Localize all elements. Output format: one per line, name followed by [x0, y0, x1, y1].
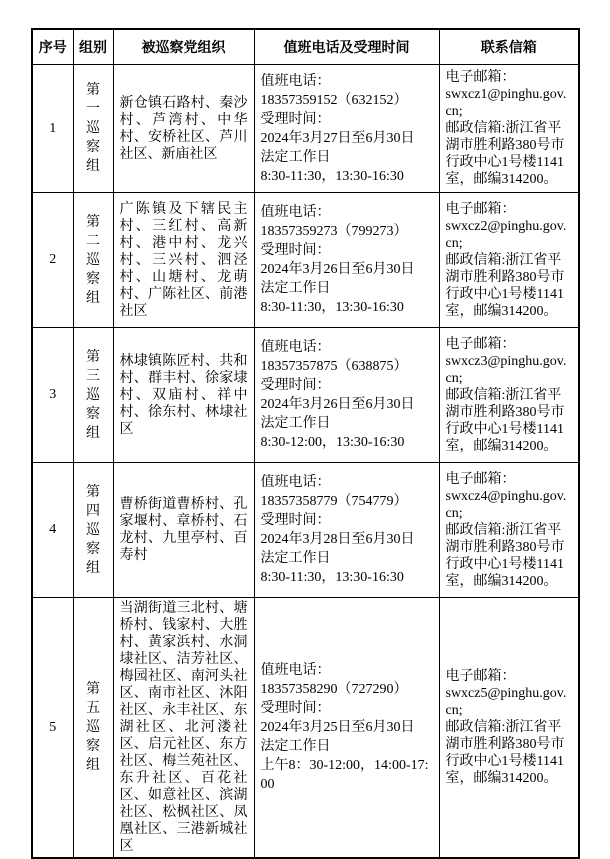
- organizations-cell: 广陈镇及下辖民主村、三红村、高新村、港中村、龙兴村、三兴村、泗泾村、山塘村、龙萌村、广陈社区、前港社区: [113, 193, 254, 328]
- postal-address: 邮政信箱:浙江省平湖市胜利路380号市行政中心1号楼1141室，邮编314200。: [445, 522, 565, 589]
- contact-cell: [439, 598, 579, 859]
- group-name: 第一巡察组: [73, 65, 113, 193]
- table-row: [32, 65, 579, 193]
- email-address: swxcz3@pinghu.gov.cn;: [445, 353, 567, 386]
- phone-schedule-cell: [254, 193, 439, 328]
- col-header-phone-time: 值班电话及受理时间: [254, 29, 439, 65]
- office-hours: 上午8：30-12:00，14:00-17:00: [260, 758, 429, 792]
- row-number: 5: [32, 598, 73, 859]
- email-label: 电子邮箱：: [445, 669, 516, 684]
- email-label: 电子邮箱：: [445, 70, 516, 85]
- row-number: 4: [32, 463, 73, 598]
- phone-number: 18357358779（754779）: [260, 494, 408, 509]
- time-label: 受理时间：: [260, 111, 331, 127]
- workday-note: 法定工作日: [260, 416, 331, 431]
- header-row: [32, 29, 579, 65]
- phone-number: 18357358290（727290）: [260, 682, 408, 697]
- table-row: [32, 328, 579, 463]
- office-hours: 8:30-11:30，13:30-16:30: [260, 570, 404, 585]
- email-address: swxcz2@pinghu.gov.cn;: [445, 218, 567, 251]
- phone-number: 18357357875（638875）: [260, 359, 408, 374]
- phone-schedule-cell: [254, 463, 439, 598]
- table-row: [32, 598, 579, 859]
- phone-schedule-cell: [254, 65, 439, 193]
- table-row: [32, 193, 579, 328]
- email-address: swxcz1@pinghu.gov.cn;: [445, 87, 567, 119]
- date-range: 2024年3月26日至6月30日: [260, 262, 415, 277]
- workday-note: 法定工作日: [260, 551, 331, 566]
- postal-address: 邮政信箱:浙江省平湖市胜利路380号市行政中心1号楼1141室，邮编314200。: [445, 387, 565, 454]
- row-number: 1: [32, 65, 73, 193]
- organizations-cell: 林埭镇陈匠村、共和村、群丰村、徐家埭村、双庙村、祥中村、徐东村、林埭社区: [113, 328, 254, 463]
- time-label: 受理时间：: [260, 378, 331, 393]
- group-name: 第三巡察组: [73, 328, 113, 463]
- date-range: 2024年3月27日至6月30日: [260, 130, 415, 146]
- table-row: [32, 463, 579, 598]
- contact-cell: [439, 463, 579, 598]
- row-number: 2: [32, 193, 73, 328]
- group-name: 第二巡察组: [73, 193, 113, 328]
- inspection-contact-table: [31, 28, 580, 859]
- email-address: swxcz4@pinghu.gov.cn;: [445, 488, 567, 521]
- date-range: 2024年3月26日至6月30日: [260, 397, 415, 412]
- time-label: 受理时间：: [260, 701, 331, 716]
- phone-schedule-cell: [254, 598, 439, 859]
- time-label: 受理时间：: [260, 243, 331, 258]
- email-address: swxcz5@pinghu.gov.cn;: [445, 686, 567, 718]
- phone-label: 值班电话：: [260, 663, 331, 678]
- col-header-group: 组别: [73, 29, 113, 65]
- col-header-contact: 联系信箱: [439, 29, 579, 65]
- workday-note: 法定工作日: [260, 149, 331, 165]
- postal-address: 邮政信箱:浙江省平湖市胜利路380号市行政中心1号楼1141室，邮编314200。: [445, 252, 565, 319]
- row-number: 3: [32, 328, 73, 463]
- office-hours: 8:30-12:00，13:30-16:30: [260, 435, 405, 450]
- organizations-cell: 新仓镇石路村、秦沙村、芦湾村、中华村、安桥社区、芦川社区、新庙社区: [113, 65, 254, 193]
- office-hours: 8:30-11:30，13:30-16:30: [260, 300, 404, 315]
- email-label: 电子邮箱：: [445, 471, 516, 487]
- col-header-no: 序号: [32, 29, 73, 65]
- postal-address: 邮政信箱:浙江省平湖市胜利路380号市行政中心1号楼1141室，邮编314200。: [445, 720, 565, 786]
- phone-schedule-cell: [254, 328, 439, 463]
- phone-label: 值班电话：: [260, 475, 331, 490]
- time-label: 受理时间：: [260, 513, 331, 528]
- phone-number: 18357359273（799273）: [260, 224, 408, 239]
- group-name: 第五巡察组: [73, 598, 113, 859]
- date-range: 2024年3月25日至6月30日: [260, 720, 415, 735]
- office-hours: 8:30-11:30，13:30-16:30: [260, 168, 404, 184]
- organizations-cell: 曹桥街道曹桥村、孔家堰村、章桥村、石龙村、九里亭村、百寿村: [113, 463, 254, 598]
- email-label: 电子邮箱：: [445, 201, 516, 217]
- phone-label: 值班电话：: [260, 73, 331, 89]
- col-header-organizations: 被巡察党组织: [113, 29, 254, 65]
- workday-note: 法定工作日: [260, 281, 331, 296]
- date-range: 2024年3月28日至6月30日: [260, 532, 415, 547]
- phone-number: 18357359152（632152）: [260, 92, 408, 108]
- phone-label: 值班电话：: [260, 205, 331, 220]
- organizations-cell: 当湖街道三北村、塘桥村、钱家村、大胜村、黄家浜村、水洞埭社区、洁芳社区、梅园社区、南河头社区、南市社区、沐阳社区、永丰社区、东湖社区、北河溇社区、启元社区、东方社区、梅兰苑社区、东升社区、百花社区、如意社区、滨湖社区、松枫社区、凤凰社区、三港新城社区: [113, 598, 254, 859]
- postal-address: 邮政信箱:浙江省平湖市胜利路380号市行政中心1号楼1141室，邮编314200。: [445, 121, 565, 187]
- contact-cell: [439, 65, 579, 193]
- email-label: 电子邮箱：: [445, 336, 516, 352]
- contact-cell: [439, 193, 579, 328]
- workday-note: 法定工作日: [260, 739, 331, 754]
- group-name: 第四巡察组: [73, 463, 113, 598]
- phone-label: 值班电话：: [260, 340, 331, 355]
- contact-cell: [439, 328, 579, 463]
